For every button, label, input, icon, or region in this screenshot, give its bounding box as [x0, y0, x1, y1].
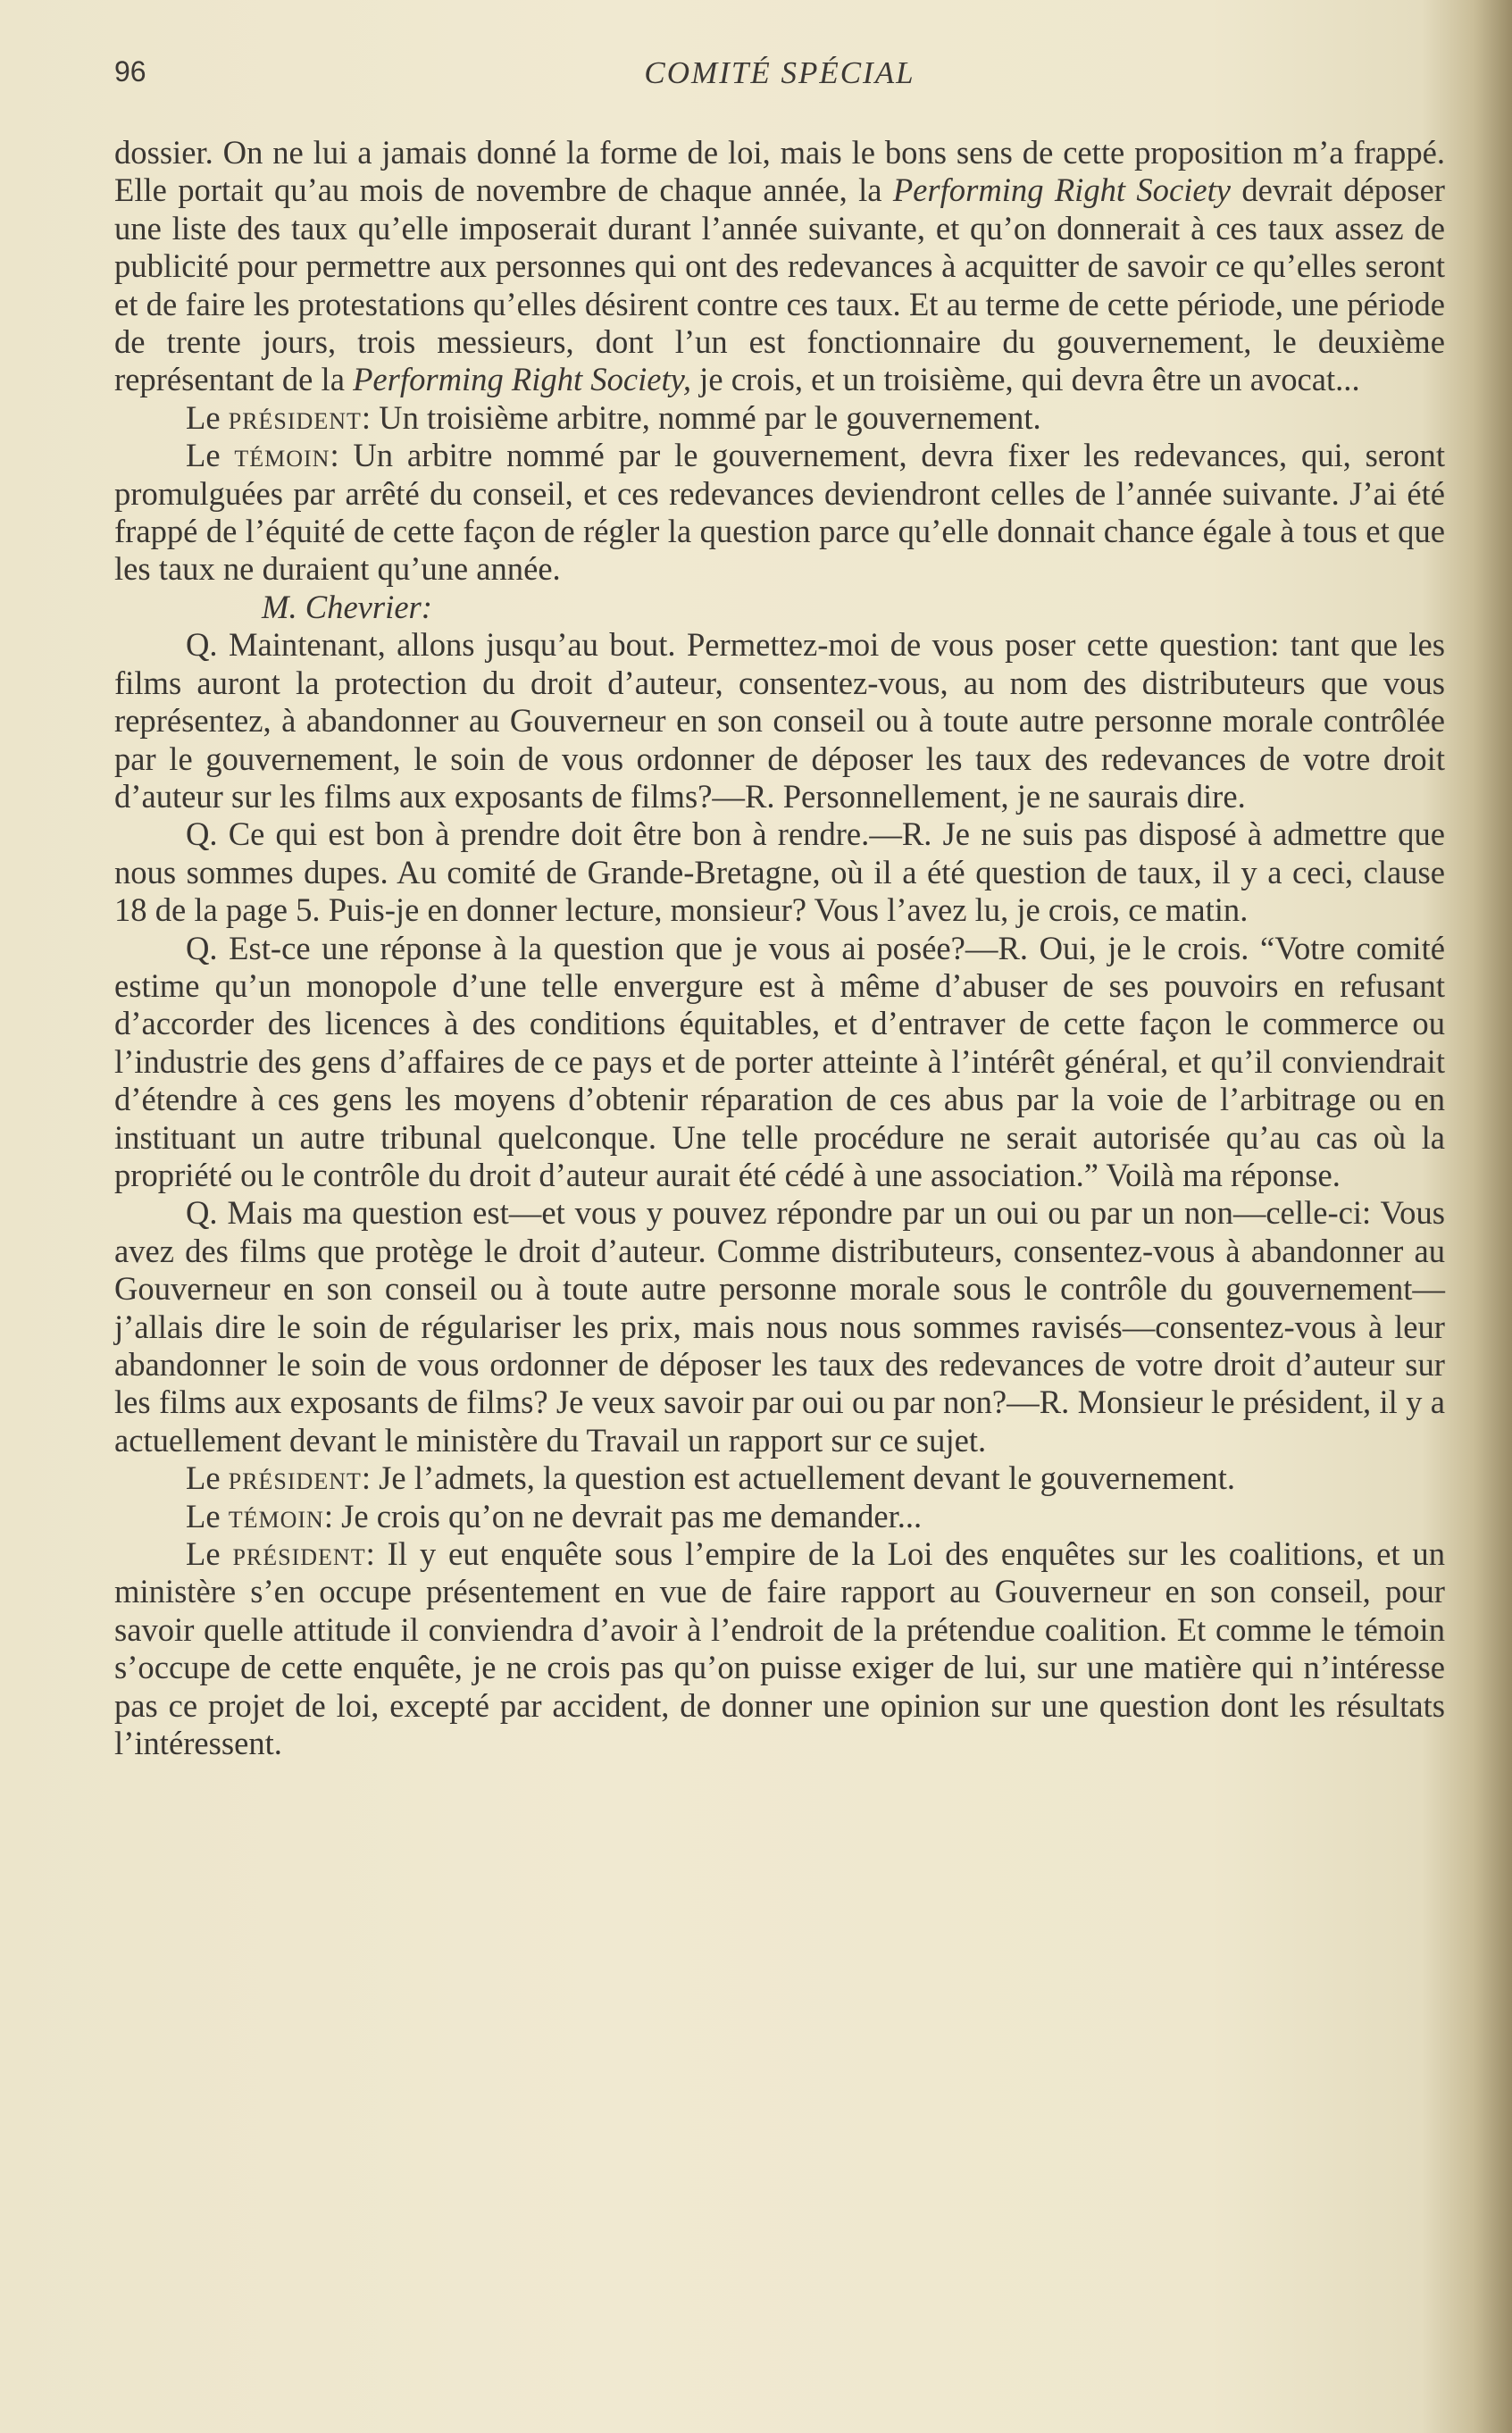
- text-segment: témoin: [228, 1497, 324, 1534]
- text-segment: Le: [186, 1535, 233, 1573]
- paragraph: [114, 815, 1445, 929]
- running-head: COMITÉ SPÉCIAL: [644, 55, 915, 90]
- speaker-heading: [114, 589, 1445, 626]
- paragraph: [114, 437, 1445, 589]
- text-segment: Q. Est-ce une réponse à la question que je vous ai posée?—R. Oui, je le crois. “Votre comité estime qu’un monopole d’une telle envergure est à même d’abuser de ses pouvoirs en refusant d’accorder des licences à des conditions équitables, et d’entraver de cette façon le commerce ou l’industrie des gens d’affaires de ce pays et de porter atteinte à l’intérêt général, et qu’il conviendrait d’étendre à ces gens les moyens d’obtenir réparation de ces abus par la voie de l’arbitrage ou en instituant un autre tribunal quelconque. Une telle procédure ne serait autorisée qu’au cas où la propriété ou le contrôle du droit d’auteur aurait été cédé à une association.” Voilà ma réponse.: [114, 929, 1445, 1193]
- text-segment: M. Chevrier:: [262, 588, 432, 625]
- page-header: [114, 55, 1445, 100]
- text-segment: Le: [186, 1459, 229, 1497]
- text-segment: devrait déposer une liste des taux qu’elle imposerait durant l’année suivante, et qu’on donnerait à ces taux assez de publicité pour permettre aux personnes qui ont des redevances à acquitter de savoir ce qu’elles seront et de faire les protestations qu’elles désirent contre ces taux. Et au terme de cette période, une période de trente jours, trois messieurs, dont l’un est fonctionnaire du gouvernement, le deuxième représentant de la: [114, 171, 1445, 398]
- text-segment: Q. Ce qui est bon à prendre doit être bon à rendre.—R. Je ne suis pas disposé à admettre que nous sommes dupes. Au comité de Grande-Bretagne, où il a été question de taux, il y a ceci, clause 18 de la page 5. Puis-je en donner lecture, monsieur? Vous l’avez lu, je crois, ce matin.: [114, 815, 1445, 929]
- text-segment: président: [228, 1459, 362, 1497]
- paragraph: [114, 930, 1445, 1195]
- paragraph: [114, 1498, 1445, 1535]
- paragraph: [114, 626, 1445, 815]
- paragraph: [114, 1535, 1445, 1762]
- text-segment: Le: [186, 398, 229, 436]
- paragraph: [114, 134, 1445, 399]
- text-segment: président: [228, 398, 362, 436]
- text-segment: président: [232, 1535, 366, 1573]
- text-segment: : Je l’admets, la question est actuellement devant le gouvernement.: [361, 1459, 1236, 1497]
- text-segment: Q. Mais ma question est—et vous y pouvez répondre par un oui ou par un non—celle-ci: Vous avez des films que protège le droit d’auteur. Comme distributeurs, consentez-vous à abandonner au Gouverneur en son conseil ou à toute autre personne morale sous le contrôle du gouvernement—j’allais dire le soin de régulariser les prix, mais nous nous sommes ravisés—consentez-vous à leur abandonner le soin de vous ordonner de déposer les taux des redevances de votre droit d’auteur sur les films aux exposants de films? Je veux savoir par oui ou par non?—R. Monsieur le président, il y a actuellement devant le ministère du Travail un rapport sur ce sujet.: [114, 1194, 1445, 1459]
- paragraph: [114, 399, 1445, 437]
- text-segment: témoin: [234, 437, 330, 474]
- text-segment: Le: [186, 1497, 229, 1534]
- text-segment: Performing Right Society: [892, 171, 1232, 209]
- body-text: [114, 134, 1445, 1762]
- text-segment: Q. Maintenant, allons jusqu’au bout. Permettez-moi de vous poser cette question: tant que les films auront la protection du droit d’auteur, consentez-vous, au nom des distributeurs que vous représentez, à abandonner au Gouverneur en son conseil ou à toute autre personne morale contrôlée par le gouvernement, le soin de vous ordonner de déposer les taux des redevances de votre droit d’auteur sur les films aux exposants de films?—R. Personnellement, je ne saurais dire.: [114, 626, 1445, 815]
- text-segment: : Je crois qu’on ne devrait pas me demander...: [323, 1497, 923, 1534]
- paragraph: [114, 1194, 1445, 1459]
- text-segment: dossier. On ne lui a jamais donné la forme de loi, mais le bons sens de cette proposition m’a frappé. Elle portait qu’au mois de novembre de chaque année, la: [114, 134, 1445, 209]
- paragraph: [114, 1459, 1445, 1497]
- text-segment: : Un arbitre nommé par le gouvernement, devra fixer les redevances, qui, seront promulguées par arrêté du conseil, et ces redevances deviendront celles de l’année suivante. J’ai été frappé de l’équité de cette façon de régler la question parce qu’elle donnait chance égale à tous et que les taux ne duraient qu’une année.: [114, 437, 1445, 588]
- text-segment: Performing Right Society,: [353, 361, 692, 398]
- page-number: 96: [114, 55, 146, 88]
- text-segment: je crois, et un troisième, qui devra être un avocat...: [691, 361, 1360, 398]
- text-segment: Le: [186, 437, 235, 474]
- text-segment: : Il y eut enquête sous l’empire de la Loi des enquêtes sur les coalitions, et un ministère s’en occupe présentement en vue de faire rapport au Gouverneur en son conseil, pour savoir quelle attitude il conviendra d’avoir à l’endroit de la prétendue coalition. Et comme le témoin s’occupe de cette enquête, je ne crois pas qu’on puisse exiger de lui, sur une matière qui n’intéresse pas ce projet de loi, excepté par accident, de donner une opinion sur une question dont les résultats l’intéressent.: [114, 1535, 1445, 1762]
- text-segment: : Un troisième arbitre, nommé par le gouvernement.: [361, 398, 1041, 436]
